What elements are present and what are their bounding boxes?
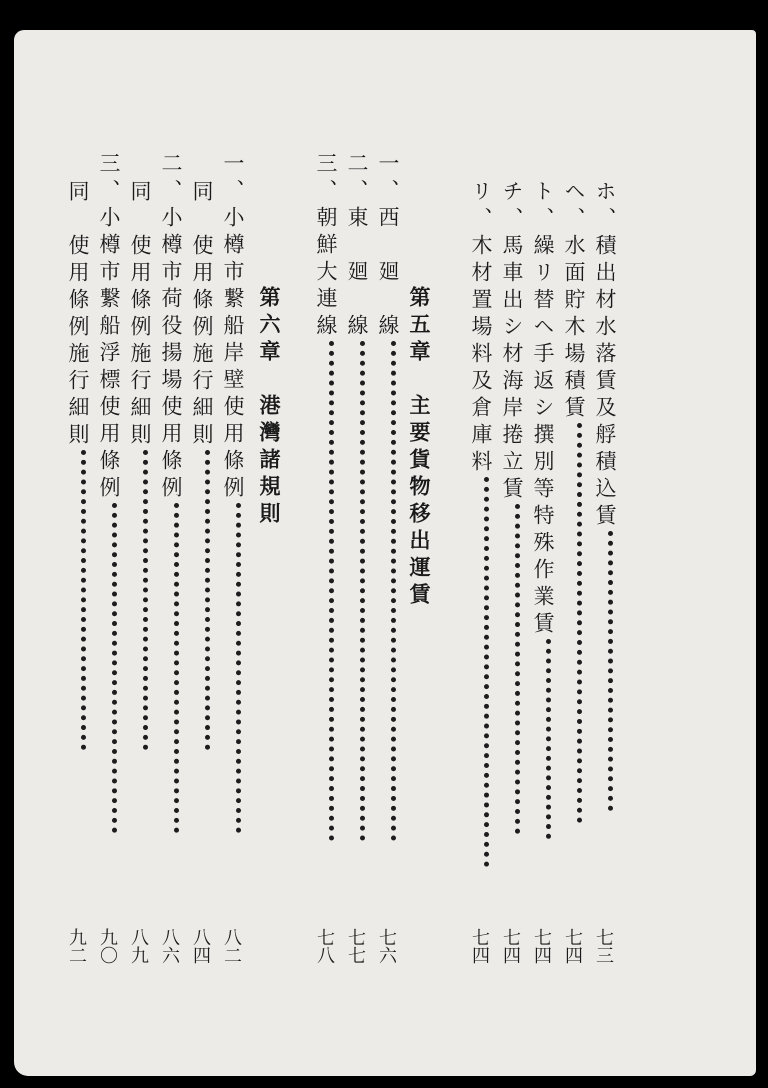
toc-entry-title: チ、馬車出シ材海岸捲立賃 <box>500 180 524 504</box>
page-number: 七三 <box>593 928 614 964</box>
dot-leader <box>81 450 86 750</box>
toc-entry-title: 一、小樽市繋船岸壁使用條例 <box>221 152 245 503</box>
toc-entry <box>158 152 189 833</box>
page-number: 七四 <box>469 928 490 964</box>
dot-leader <box>515 504 520 834</box>
page-number: 七七 <box>345 928 366 964</box>
dot-leader <box>391 341 396 841</box>
dot-leader <box>546 639 551 839</box>
toc-page <box>14 30 756 1076</box>
page-number: 八九 <box>128 928 149 964</box>
page-number: 七六 <box>376 928 397 964</box>
dot-leader <box>112 503 117 833</box>
dot-leader <box>329 341 334 841</box>
page-number: 八六 <box>159 928 180 964</box>
toc-entry-title: 二、東 廻 線 <box>345 152 369 341</box>
dot-leader <box>143 450 148 750</box>
page-number: 九二 <box>66 928 87 964</box>
toc-entry <box>499 180 530 834</box>
page-number: 七四 <box>500 928 521 964</box>
toc-entry <box>592 180 623 811</box>
toc-entry-title: リ、木材置場料及倉庫料 <box>469 180 493 477</box>
dot-leader <box>205 450 210 750</box>
page-number: 八二 <box>221 928 242 964</box>
toc-entry-title: 三、朝鮮大連線 <box>314 152 338 341</box>
toc-entry-title: 同 使用條例施行細則 <box>128 180 152 450</box>
toc-entry <box>468 180 499 867</box>
toc-entry-title: 同 使用條例施行細則 <box>190 180 214 450</box>
toc-entry-title: ホ、積出材水落賃及艀積込賃 <box>593 180 617 531</box>
page-number: 九〇 <box>97 928 118 964</box>
dot-leader <box>236 503 241 833</box>
chapter-heading: 第六章 港灣諸規則 <box>257 286 282 529</box>
toc-entry <box>375 152 406 841</box>
toc-entry-title: ト、繰リ替ヘ手返シ撰別等特殊作業賃 <box>531 180 555 639</box>
dot-leader <box>174 503 179 833</box>
toc-entry-title: 同 使用條例施行細則 <box>66 180 90 450</box>
page-number: 八四 <box>190 928 211 964</box>
page-number: 七八 <box>314 928 335 964</box>
toc-entry-title: 二、小樽市荷役揚場使用條例 <box>159 152 183 503</box>
toc-entry <box>189 180 220 750</box>
toc-entry <box>313 152 344 841</box>
dot-leader <box>360 341 365 841</box>
toc-entry-title: ヘ、水面貯木場積賃 <box>562 180 586 423</box>
chapter-heading: 第五章 主要貨物移出運賃 <box>407 286 432 610</box>
dot-leader <box>484 477 489 867</box>
toc-entry <box>96 152 127 833</box>
toc-entry <box>65 180 96 750</box>
page-number: 七四 <box>531 928 552 964</box>
toc-entry <box>561 180 592 823</box>
page-number: 七四 <box>562 928 583 964</box>
dot-leader <box>577 423 582 823</box>
dot-leader <box>608 531 613 811</box>
toc-entry-title: 三、小樽市繋船浮標使用條例 <box>97 152 121 503</box>
toc-entry <box>220 152 251 833</box>
toc-entry <box>344 152 375 841</box>
toc-entry-title: 一、西 廻 線 <box>376 152 400 341</box>
toc-entry <box>127 180 158 750</box>
toc-entry <box>530 180 561 839</box>
